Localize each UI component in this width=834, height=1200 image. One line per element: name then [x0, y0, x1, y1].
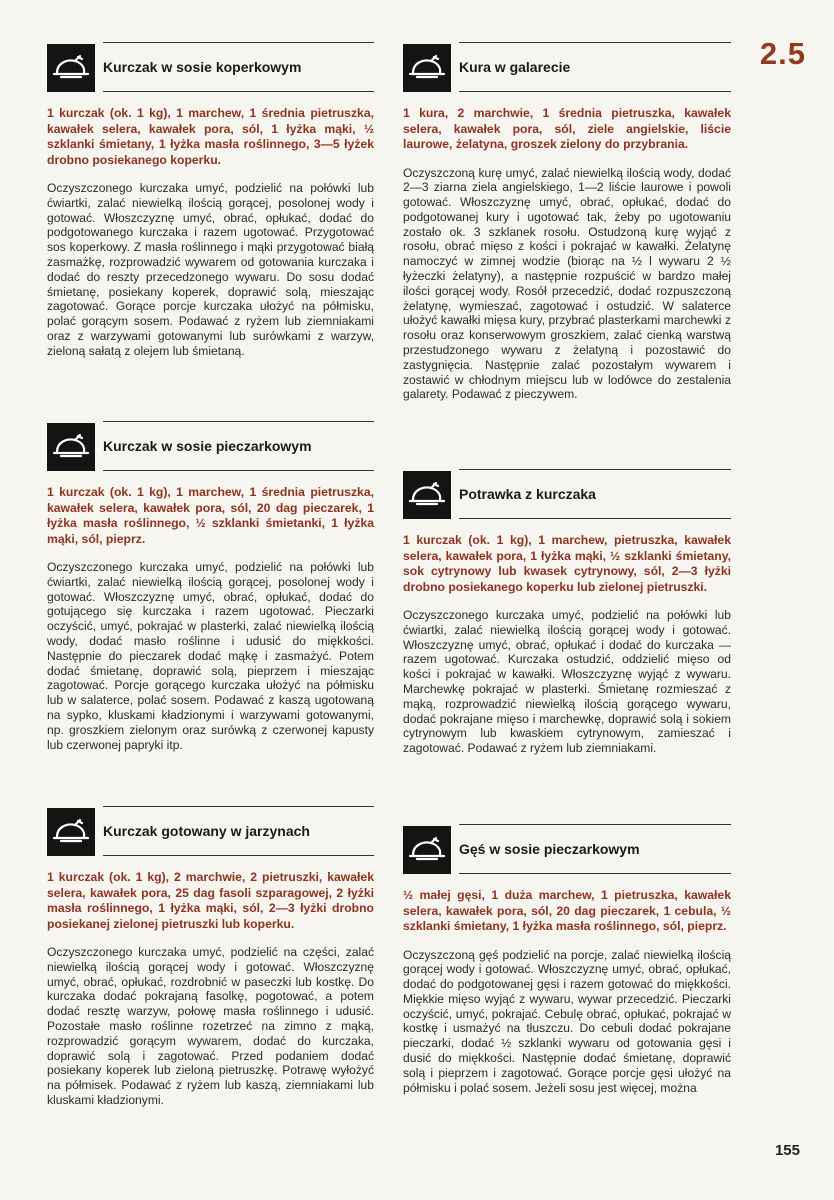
recipe-header	[403, 44, 731, 92]
roast-chicken-icon	[403, 826, 451, 874]
recipe-instructions: Oczyszczoną gęś podzielić na porcje, zalać niewielką ilością gorącej wody i gotować. Włoszczyznę umyć, obrać, opłukać, dodać do podgotowanej gęsi i razem gotować do miękkości. Miękkie mięso wyjąć z wywaru, wywar przecedzić. Pieczarki oczyścić, umyć, pokrajać. Cebulę obrać, opłukać, pokrajać w kostkę i usmażyć na tłuszczu. Do cebuli dodać pokrajane pieczarki, dodać ½ szklanki wywaru od gotowania gęsi i dusić do miękkości. Następnie dodać śmietanę, doprawić solą i pieprzem i zagotować. Gorące porcje gęsi ułożyć na półmisku i polać sosem. Jeżeli sosu jest więcej, można	[403, 947, 731, 1095]
recipe-header	[47, 808, 374, 856]
recipe-title-box	[459, 469, 731, 519]
recipe-title: Potrawka z kurczaka	[459, 486, 596, 502]
roast-chicken-icon	[47, 44, 95, 92]
recipe-ingredients: 1 kurczak (ok. 1 kg), 1 marchew, pietruszka, kawałek selera, kawałek pora, 1 łyżka mąki, ½ szklanki śmietany, sok cytrynowy lub kwasek cytrynowy, sól, 2—3 łyżki drobno posiekanego koperku lub zielonej pietruszki.	[403, 533, 731, 594]
recipe-title-box	[103, 421, 374, 471]
recipe-title: Kurczak w sosie pieczarkowym	[103, 438, 312, 454]
recipe-title: Kurczak gotowany w jarzynach	[103, 823, 310, 839]
recipe-header	[47, 423, 374, 471]
recipe-kurczak-pieczarkowy	[47, 423, 374, 752]
recipe-header	[47, 44, 374, 92]
recipe-title-box	[459, 824, 731, 874]
recipe-ingredients: 1 kurczak (ok. 1 kg), 1 marchew, 1 średnia pietruszka, kawałek selera, kawałek pora, sól, 20 dag pieczarek, 1 łyżka masła roślinnego, ½ szklanki śmietanki, 1 łyżka mąki, sól, pieprz.	[47, 485, 374, 546]
recipe-kurczak-koperkowy	[47, 44, 374, 359]
recipe-title: Gęś w sosie pieczarkowym	[459, 841, 640, 857]
recipe-title-box	[103, 806, 374, 856]
roast-chicken-icon	[47, 808, 95, 856]
chapter-number: 2.5	[759, 36, 806, 71]
recipe-ingredients: ½ małej gęsi, 1 duża marchew, 1 pietruszka, kawałek selera, kawałek pora, sól, 20 dag pieczarek, 1 cebula, ½ szklanki śmietany, 1 łyżka masła roślinnego, sól, pieprz.	[403, 888, 731, 933]
recipe-ingredients: 1 kurczak (ok. 1 kg), 1 marchew, 1 średnia pietruszka, kawałek selera, kawałek pora, sól, 1 łyżka mąki, ½ szklanki śmietany, 1 łyżka masła roślinnego, 3—5 łyżek drobno posiekanego koperku.	[47, 106, 374, 167]
page-number: 155	[774, 1142, 800, 1159]
recipe-title: Kurczak w sosie koperkowym	[103, 59, 302, 75]
recipe-header	[403, 826, 731, 874]
roast-chicken-icon	[403, 471, 451, 519]
recipe-instructions: Oczyszczonego kurczaka umyć, podzielić na części, zalać niewielką ilością gorącej wody i gotować. Włoszczyznę umyć, obrać, opłukać, rozdrobnić w paseczki lub kostkę. Do kurczaka dodać pokrajaną fasolkę, pogotować, a potem dodać resztę warzyw, połowę masła roślinnego i udusić. Pozostałe masło roślinne rozetrzeć na zimno z mąką, rozprowadzić gorącym wywarem, dodać do kurczaka, doprawić solą i zagotować. Przed podaniem dodać posiekany koperek lub zieloną pietruszkę. Potrawę wyłożyć na półmisek. Podawać z ryżem lub kaszą, ziemniakami lub kluskami kładzionymi.	[47, 945, 374, 1107]
recipe-instructions: Oczyszczonego kurczaka umyć, podzielić na połówki lub ćwiartki, zalać niewielką ilością gorącej wody i gotować. Włoszczyznę umyć, obrać, opłukać i dodać do kurczaka — razem ugotować. Kurczaka ostudzić, oddzielić mięso od kości i pokrajać w kawałki. Włoszczyznę wyjąć z wywaru. Marchewkę pokrajać w plasterki. Śmietanę rozmieszać z mąką, rozprowadzić niewielką ilością gorącego wywaru, dodać pokrajane mięso i marchewkę, doprawić solą i sokiem cytrynowym lub kwaskiem cytrynowym, zamieszać i zagotować. Podawać z ryżem lub ziemniakami.	[403, 608, 731, 756]
recipe-instructions: Oczyszczoną kurę umyć, zalać niewielką ilością wody, dodać 2—3 ziarna ziela angielskiego, 1—2 liście laurowe i powoli gotować. Włoszczyznę umyć, obrać, opłukać, dodać do podgotowanej kury i ugotować tak, żeby po ugotowaniu zostało ok. 3 szklanek rosołu. Ostudzoną kurę wyjąć z rosołu, obrać mięso z kości i pokrajać w kawałki. Żelatynę namoczyć w zimnej wodzie (biorąc na ½ l wywaru 2 ½ łyżeczki żelatyny), a następnie rozpuścić w bardzo małej ilości gorącej wody. Rosół przecedzić, dodać rozpuszczoną żelatynę, wymieszać, zagotować i ostudzić. W salaterce ułożyć kawałki mięsa kury, przybrać plasterkami marchewki z rosołu oraz konserwowym groszkiem, zalać cienką warstwą przestudzonego wywaru z żelatyną i pozostawić do zastygnięcia. Następnie zalać pozostałym wywarem i zostawić w chłodnym miejscu lub w lodówce do zestalenia galarety. Podawać z pieczywem.	[403, 165, 731, 402]
recipe-instructions: Oczyszczonego kurczaka umyć, podzielić na połówki lub ćwiartki, zalać niewielką ilością gorącej, posolonej wody i gotować. Włoszczyznę umyć, obrać, opłukać, dodać do gotującego się kurczaka i razem ugotować. Pieczarki oczyścić, umyć, pokrajać w plasterki, zalać niewielką ilością wody, dodać masło roślinne i udusić do miękkości. Następnie do pieczarek dodać mąkę i zasmażyć. Potem dodać śmietanę, doprawić solą, pieprzem i mieszając zagotować. Porcje gorącego kurczaka ułożyć na półmisku lub w salaterce, polać sosem. Podawać z kaszą ugotowaną na sypko, kluskami kładzionymi i warzywami gotowanymi, np. groszkiem zielonym oraz surówką z czerwonej kapusty lub czerwonej papryki itp.	[47, 560, 374, 752]
recipe-title-box	[459, 42, 731, 92]
recipe-title-box	[103, 42, 374, 92]
recipe-kurczak-w-jarzynach	[47, 808, 374, 1108]
recipe-header	[403, 471, 731, 519]
recipe-title: Kura w galarecie	[459, 59, 571, 75]
recipe-kura-w-galarecie	[403, 44, 731, 402]
recipe-ges-w-sosie-pieczarkowym	[403, 826, 731, 1095]
recipe-ingredients: 1 kurczak (ok. 1 kg), 2 marchwie, 2 pietruszki, kawałek selera, kawałek pora, 25 dag fasoli szparagowej, 2 łyżki masła roślinnego, 1 łyżka mąki, sól, 2—3 łyżki drobno posiekanej zielonej pietruszki lub koperku.	[47, 870, 374, 931]
roast-chicken-icon	[403, 44, 451, 92]
recipe-ingredients: 1 kura, 2 marchwie, 1 średnia pietruszka, kawałek selera, kawałek pora, sól, ziele angielskie, liście laurowe, żelatyna, groszek zielony do przybrania.	[403, 106, 731, 151]
roast-chicken-icon	[47, 423, 95, 471]
recipe-instructions: Oczyszczonego kurczaka umyć, podzielić na połówki lub ćwiartki, zalać niewielką ilością gorącej, posolonej wody i gotować. Włoszczyznę umyć, obrać, opłukać, dodać do podgotowanego kurczaka i razem ugotować. Przygotować sos koperkowy. Z masła roślinnego i mąki przygotować białą zasmażkę, rozprowadzić wywarem od gotowania kurczaka i dodać do reszty przecedzonego wywaru. Do sosu dodać śmietanę, posiekany koperek, doprawić solą, mieszając zagotować. Gorące porcje kurczaka ułożyć na półmisku, polać gorącym sosem. Podawać z ryżem lub ziemniakami oraz z warzywami gotowanymi lub surówkami z warzyw, zieloną sałatą z olejem lub śmietaną.	[47, 181, 374, 358]
recipe-potrawka-z-kurczaka	[403, 471, 731, 756]
